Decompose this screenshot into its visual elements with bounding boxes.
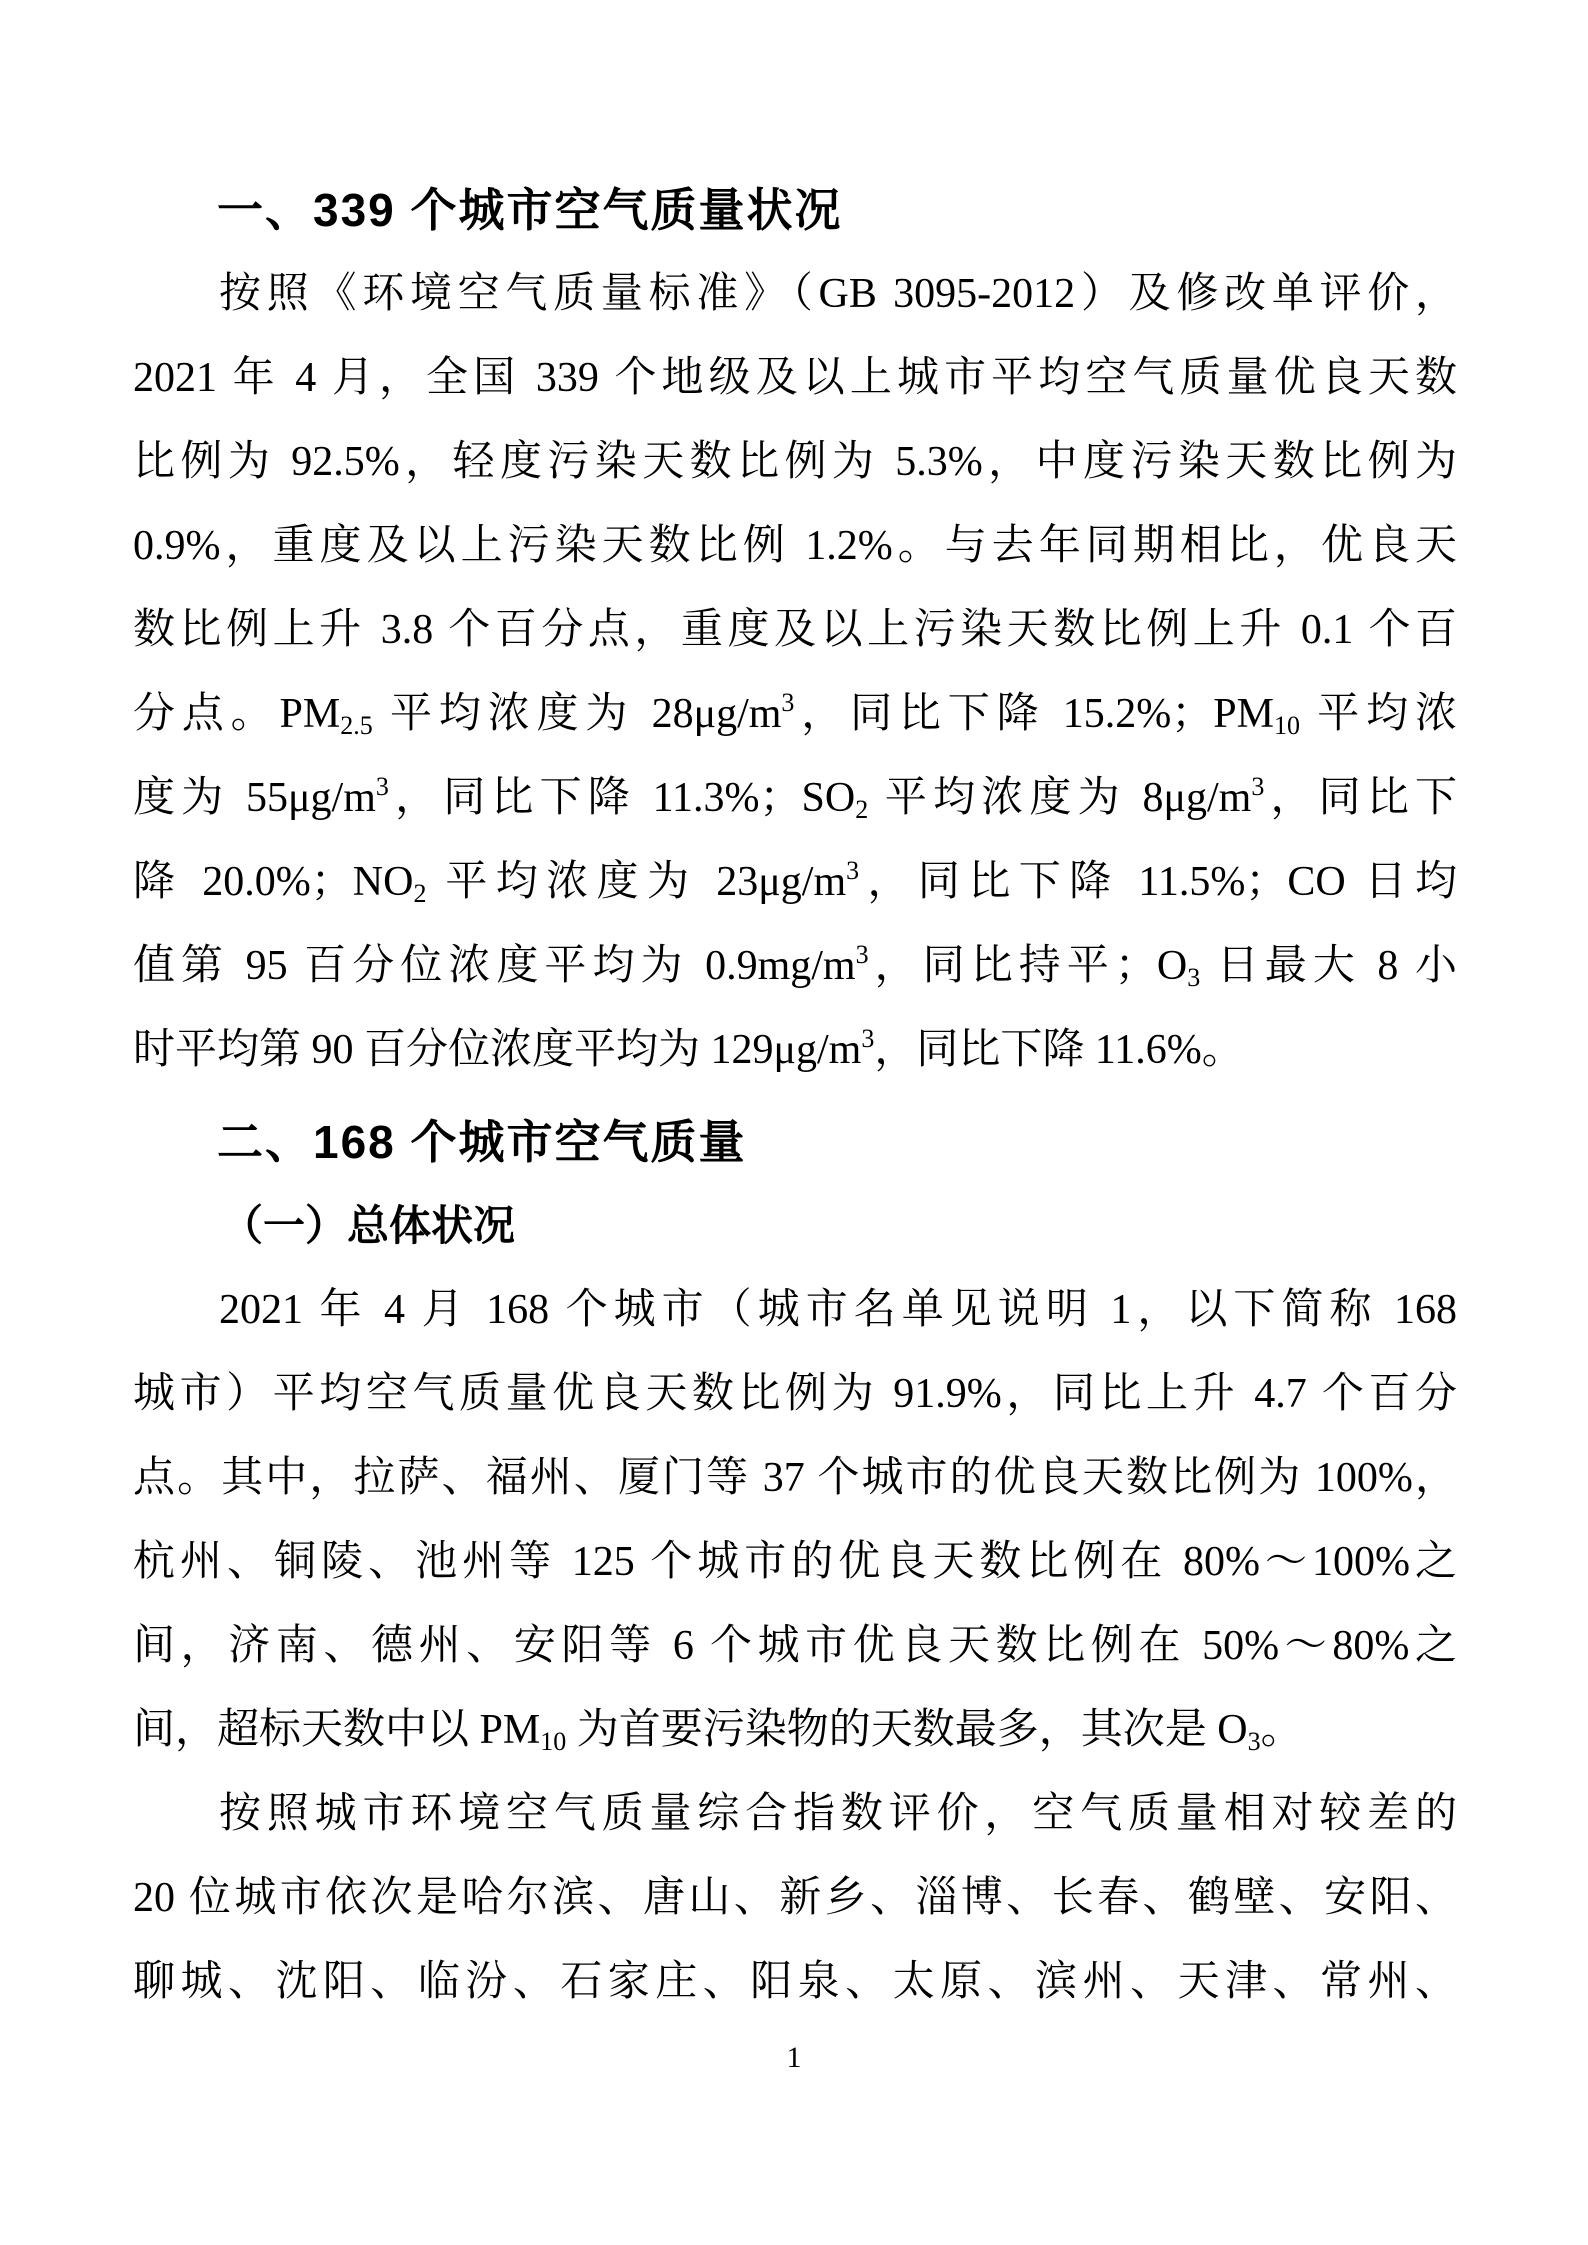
text-line: 间，超标天数中以 $PM_{10}$ 为首要污染物的天数最多，其次是 $O_3$。 [133,1707,1303,1756]
text-line: 城市）平均空气质量优良天数比例为 91.9%，同比上升 4.7 个百分 [133,1371,1457,1417]
text-line: 按照《环境空气质量标准》（GB 3095-2012）及修改单评价， [219,271,1457,317]
section-2-heading: 二、168 个城市空气质量 [217,1116,747,1168]
paragraph-1 [133,252,1457,1092]
text-line: 按照城市环境空气质量综合指数评价，空气质量相对较差的 [219,1791,1457,1837]
text-line: 数比例上升 3.8 个百分点，重度及以上污染天数比例上升 0.1 个百 [133,607,1457,653]
text-line: 值第 95 百分位浓度平均为 $0.9mg/m^3$，同比持平；$O_3$ 日最大 8 小 [133,940,1457,992]
section-1-heading: 一、339 个城市空气质量状况 [217,184,843,236]
text-line: 度为 $55\mu g/m^3$，同比下降 11.3%；$SO_2$ 平均浓度为 $8\mu g/m^3$，同比下 [133,772,1458,824]
text-line: 2021 年 4 月 168 个城市（城市名单见说明 1，以下简称 168 [219,1287,1457,1333]
text-line: 杭州、铜陵、池州等 125 个城市的优良天数比例在 80%～100%之 [133,1539,1457,1585]
text-line: 时平均第 90 百分位浓度平均为 $129\mu g/m^3$，同比下降 11.6%。 [133,1024,1244,1073]
paragraph-2 [133,1268,1457,1772]
section-2-subheading-1: （一）总体状况 [221,1202,516,1249]
text-line: 间，济南、德州、安阳等 6 个城市优良天数比例在 50%～80%之 [133,1623,1457,1669]
page-number: 1 [786,2041,802,2074]
text-line: 0.9%，重度及以上污染天数比例 1.2%。与去年同期相比，优良天 [133,523,1457,569]
document-content [133,168,1457,2024]
paragraph-3 [133,1772,1457,2024]
text-line: 比例为 92.5%，轻度污染天数比例为 5.3%，中度污染天数比例为 [133,439,1457,485]
text-line: 20 位城市依次是哈尔滨、唐山、新乡、淄博、长春、鹤壁、安阳、 [133,1875,1457,1921]
text-line: 分点。$PM_{2.5}$ 平均浓度为 $28\mu g/m^3$，同比下降 15.2%；$PM_{10}$ 平均浓 [133,688,1457,740]
text-line: 降 20.0%；$NO_2$ 平均浓度为 $23\mu g/m^3$，同比下降 11.5%；CO 日均 [133,856,1457,908]
text-line: 2021 年 4 月，全国 339 个地级及以上城市平均空气质量优良天数 [133,355,1457,401]
text-line: 点。其中，拉萨、福州、厦门等 37 个城市的优良天数比例为 100%， [133,1455,1457,1501]
text-line: 聊城、沈阳、临汾、石家庄、阳泉、太原、滨州、天津、常州、 [133,1959,1457,2005]
